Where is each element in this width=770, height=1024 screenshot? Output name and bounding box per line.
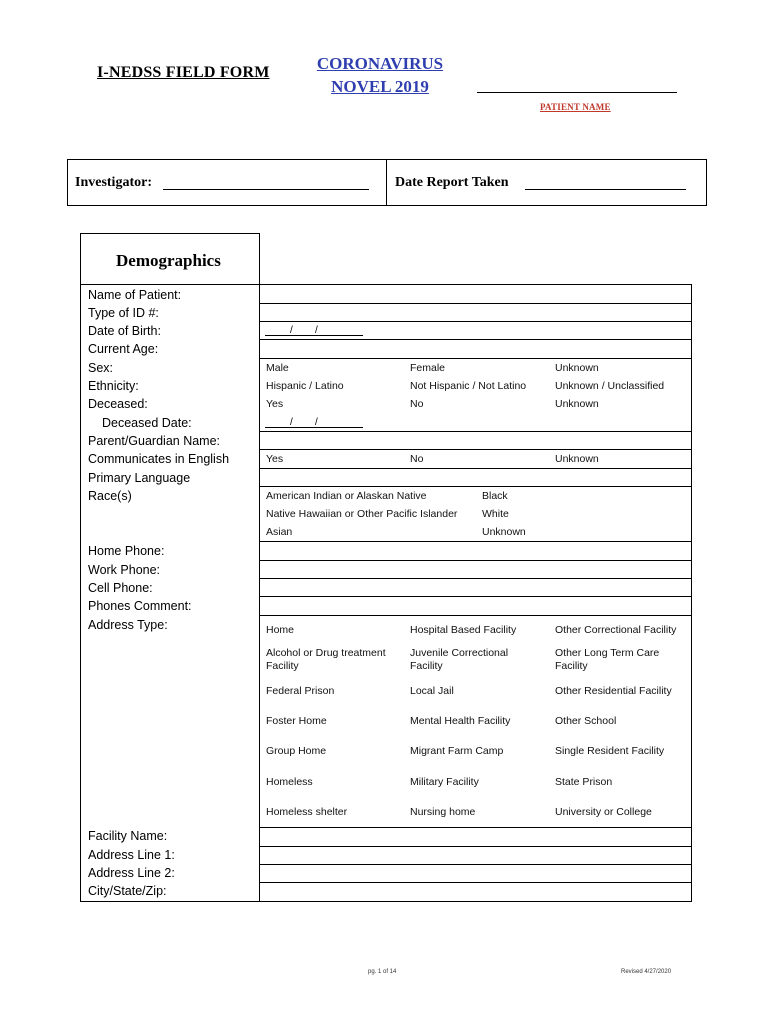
address-type-homeless[interactable]: Homeless — [266, 776, 313, 788]
top-box-divider — [386, 160, 387, 205]
page-number: pg. 1 of 14 — [368, 969, 397, 975]
row-divider — [259, 303, 692, 304]
label-ethnicity: Ethnicity: — [88, 379, 139, 393]
address-type-other-correctional[interactable]: Other Correctional Facility — [555, 624, 677, 636]
race-option-black[interactable]: Black — [482, 490, 508, 502]
label-address2: Address Line 2: — [88, 866, 175, 880]
label-dob: Date of Birth: — [88, 324, 161, 338]
address-type-university[interactable]: University or College — [555, 806, 652, 818]
label-language: Primary Language — [88, 471, 191, 485]
patient-name-line[interactable] — [477, 92, 677, 93]
english-option-yes[interactable]: Yes — [266, 453, 284, 465]
race-option-unknown[interactable]: Unknown — [482, 526, 526, 538]
address-type-homeless-shelter[interactable]: Homeless shelter — [266, 806, 348, 818]
address-type-mental-health[interactable]: Mental Health Facility — [410, 715, 511, 727]
date-report-line[interactable] — [525, 189, 686, 190]
title-line-2: NOVEL 2019 — [331, 77, 429, 96]
label-guardian: Parent/Guardian Name: — [88, 434, 221, 448]
dob-slash-1: / — [290, 325, 293, 336]
deceased-option-no[interactable]: No — [410, 398, 424, 410]
label-english: Communicates in English — [88, 452, 230, 466]
investigator-label: Investigator: — [75, 175, 152, 190]
address-type-home[interactable]: Home — [266, 624, 295, 636]
deceased-option-yes[interactable]: Yes — [266, 398, 284, 410]
label-name: Name of Patient: — [88, 288, 182, 302]
form-main-title — [300, 52, 460, 98]
label-address1: Address Line 1: — [88, 848, 175, 862]
address-type-long-term-care[interactable]: Other Long Term Care Facility — [555, 647, 660, 672]
investigator-box — [67, 159, 707, 206]
row-divider — [259, 358, 692, 359]
address-type-group-home[interactable]: Group Home — [266, 745, 327, 757]
revised-date: Revised 4/27/2020 — [621, 969, 672, 975]
row-divider — [259, 882, 692, 883]
race-option-white[interactable]: White — [482, 508, 509, 520]
label-race: Race(s) — [88, 489, 132, 503]
address-type-foster-home[interactable]: Foster Home — [266, 715, 327, 727]
address-type-military[interactable]: Military Facility — [410, 776, 479, 788]
label-work-phone: Work Phone: — [88, 563, 161, 577]
row-divider — [259, 615, 692, 616]
row-divider — [259, 846, 692, 847]
row-divider — [259, 596, 692, 597]
label-cell-phone: Cell Phone: — [88, 581, 153, 595]
label-deceased: Deceased: — [88, 397, 148, 411]
label-age: Current Age: — [88, 342, 159, 356]
deceased-slash-1: / — [290, 417, 293, 428]
investigator-line[interactable] — [163, 189, 369, 190]
demographics-heading: Demographics — [116, 251, 221, 270]
sex-option-female[interactable]: Female — [410, 362, 446, 374]
english-option-unknown[interactable]: Unknown — [555, 453, 599, 465]
row-divider — [259, 449, 692, 450]
address-type-local-jail[interactable]: Local Jail — [410, 685, 454, 697]
demographics-section — [80, 233, 692, 902]
label-address-type: Address Type: — [88, 618, 168, 632]
deceased-option-unknown[interactable]: Unknown — [555, 398, 599, 410]
address-type-hospital[interactable]: Hospital Based Facility — [410, 624, 517, 636]
row-divider — [259, 827, 692, 828]
race-option-asian[interactable]: Asian — [266, 526, 293, 538]
address-type-other-residential[interactable]: Other Residential Facility — [555, 685, 672, 697]
deceased-slash-2: / — [315, 417, 318, 428]
row-divider — [259, 864, 692, 865]
address-type-other-school[interactable]: Other School — [555, 715, 617, 727]
label-facility: Facility Name: — [88, 829, 168, 843]
row-divider — [259, 468, 692, 469]
address-type-state-prison[interactable]: State Prison — [555, 776, 613, 788]
label-sex: Sex: — [88, 361, 114, 375]
sex-option-male[interactable]: Male — [266, 362, 289, 374]
address-type-juvenile[interactable]: Juvenile Correctional Facility — [410, 647, 509, 672]
row-divider — [259, 578, 692, 579]
date-report-label: Date Report Taken — [395, 175, 509, 190]
address-type-migrant-farm[interactable]: Migrant Farm Camp — [410, 745, 504, 757]
label-phones-comment: Phones Comment: — [88, 599, 192, 613]
title-line-1: CORONAVIRUS — [316, 54, 444, 73]
race-option-american-indian[interactable]: American Indian or Alaskan Native — [266, 490, 427, 502]
dob-slash-2: / — [315, 325, 318, 336]
race-option-pacific-islander[interactable]: Native Hawaiian or Other Pacific Islander — [266, 508, 458, 520]
address-type-alcohol-drug[interactable]: Alcohol or Drug treatment Facility — [266, 647, 386, 672]
address-type-nursing-home[interactable]: Nursing home — [410, 806, 476, 818]
ethnicity-option-unknown[interactable]: Unknown / Unclassified — [555, 380, 665, 392]
label-home-phone: Home Phone: — [88, 544, 165, 558]
address-type-federal-prison[interactable]: Federal Prison — [266, 685, 335, 697]
row-divider — [259, 560, 692, 561]
ethnicity-option-hispanic[interactable]: Hispanic / Latino — [266, 380, 344, 392]
address-type-single-resident[interactable]: Single Resident Facility — [555, 745, 665, 757]
row-divider — [259, 541, 692, 542]
row-divider — [259, 321, 692, 322]
patient-name-label: PATIENT NAME — [540, 102, 611, 112]
label-id-type: Type of ID #: — [88, 306, 159, 320]
label-column — [80, 284, 260, 902]
form-title: I-NEDSS FIELD FORM — [97, 64, 270, 81]
demographics-heading-cell — [80, 233, 260, 285]
row-divider — [259, 486, 692, 487]
sex-option-unknown[interactable]: Unknown — [555, 362, 599, 374]
dob-blank[interactable] — [265, 324, 363, 336]
english-option-no[interactable]: No — [410, 453, 424, 465]
row-divider — [259, 339, 692, 340]
label-city: City/State/Zip: — [88, 884, 167, 898]
row-divider — [259, 431, 692, 432]
ethnicity-option-not-hispanic[interactable]: Not Hispanic / Not Latino — [410, 380, 527, 392]
label-deceased-date: Deceased Date: — [102, 416, 192, 430]
deceased-date-blank[interactable] — [265, 416, 363, 428]
